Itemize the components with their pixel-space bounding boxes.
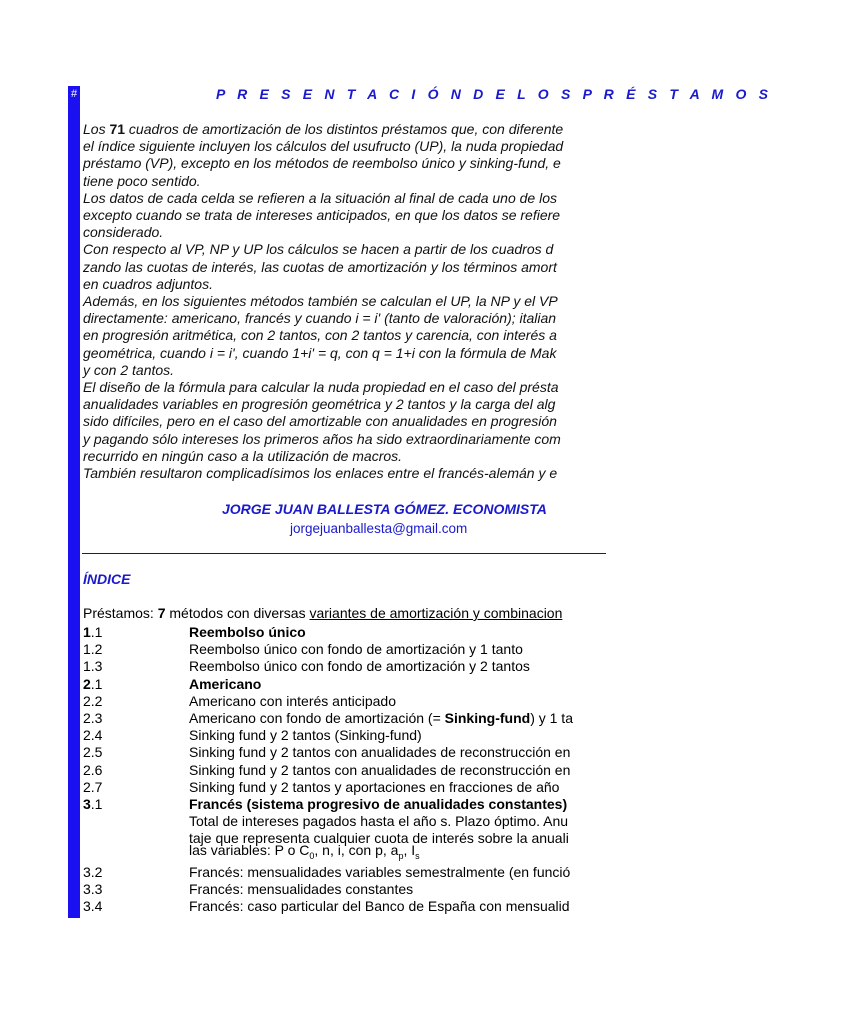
index-number: 3.1	[83, 795, 103, 812]
row-header-bar	[68, 86, 80, 918]
index-row[interactable]	[83, 881, 843, 898]
index-row[interactable]	[83, 898, 843, 915]
index-title: Reembolso único	[189, 624, 306, 640]
index-title: Americano con fondo de amortización (= Sinking-fund) y 1 ta	[189, 709, 573, 726]
paragraph-line: geométrica, cuando i = i', cuando 1+i' = q, con q = 1+i con la fórmula de Mak	[83, 344, 557, 361]
author-email[interactable]: jorgejuanballesta@gmail.com	[290, 521, 468, 536]
paragraph-line: zando las cuotas de interés, las cuotas de amortización y los términos amort	[83, 258, 557, 275]
paragraph-line: El diseño de la fórmula para calcular la nuda propiedad en el caso del présta	[83, 379, 559, 396]
paragraph-line: sido difíciles, pero en el caso del amortizable con anualidades en progresión	[83, 413, 557, 430]
index-number: 2.3	[83, 709, 103, 726]
index-number: 3.2	[83, 864, 103, 881]
row-marker: #	[70, 88, 78, 100]
index-heading: ÍNDICE	[83, 571, 131, 587]
intro-mid: métodos con diversas	[165, 605, 310, 621]
index-number: 2.7	[83, 778, 103, 795]
desc-line: Total de intereses pagados hasta el año s. Plazo óptimo. Anu	[189, 813, 569, 830]
paragraph-line: anualidades variables en progresión geométrica y 2 tantos y la carga del alg	[83, 396, 556, 413]
index-number: 2.5	[83, 744, 103, 761]
paragraph-line: en cuadros adjuntos.	[83, 275, 213, 292]
index-title: Francés: mensualidades variables semestralmente (en funció	[189, 864, 571, 881]
index-title: Sinking fund y 2 tantos con anualidades de reconstrucción en	[189, 761, 571, 778]
paragraph-line: directamente: americano, francés y cuando i = i' (tanto de valoración); italian	[83, 310, 557, 327]
desc-line: las variables: P o $C_0$, n, i, con p, $a_p$, $I_s$	[189, 842, 420, 861]
index-number: 2.6	[83, 761, 103, 778]
index-row[interactable]	[83, 864, 843, 881]
index-number: 2.4	[83, 727, 103, 744]
index-row[interactable]	[83, 658, 843, 675]
paragraph-line: Con respecto al VP, NP y UP los cálculos se hacen a partir de los cuadros d	[83, 241, 554, 258]
index-number: 1.3	[83, 658, 103, 675]
index-title: Francés: caso particular del Banco de España con mensualid	[189, 898, 570, 915]
index-title: Americano	[189, 675, 262, 692]
index-row[interactable]	[83, 641, 843, 658]
index-row[interactable]	[83, 624, 843, 641]
index-title: Francés: mensualidades constantes	[189, 881, 414, 898]
index-intro	[83, 605, 562, 621]
paragraph-line: y pagando sólo intereses los primeros años ha sido extraordinariamente com	[83, 430, 561, 447]
paragraph-line: considerado.	[83, 224, 164, 241]
index-number: 3.4	[83, 898, 103, 915]
paragraph-line: excepto cuando se trata de intereses anticipados, en que los datos se refiere	[83, 207, 561, 224]
french-method-description	[83, 813, 843, 864]
index-title: Sinking fund y 2 tantos con anualidades de reconstrucción en	[189, 744, 571, 761]
paragraph-line: recurrido en ningún caso a la utilización de macros.	[83, 447, 403, 464]
page-title: P R E S E N T A C I Ó N D E L O S P R É S T A M O S	[216, 86, 773, 102]
paragraph-line: el índice siguiente incluyen los cálculos del usufructo (UP), la nuda propiedad	[83, 138, 564, 155]
paragraph-line: Los 71 cuadros de amortización de los distintos préstamos que, con diferente	[83, 121, 564, 137]
index-title: Sinking fund y 2 tantos y aportaciones en fracciones de año	[189, 778, 560, 795]
sheet-content	[82, 0, 773, 1024]
table-count: 71	[109, 121, 126, 137]
index-title: Sinking fund y 2 tantos (Sinking-fund)	[189, 727, 422, 744]
paragraph-line: Los datos de cada celda se refieren a la situación al final de cada uno de los	[83, 189, 557, 206]
index-list	[83, 624, 843, 916]
intro-link[interactable]: variantes de amortización y combinacion	[309, 605, 563, 621]
index-row[interactable]	[83, 710, 843, 727]
index-row[interactable]	[83, 676, 843, 693]
index-row[interactable]	[83, 762, 843, 779]
index-row[interactable]	[83, 727, 843, 744]
paragraph-line: préstamo (VP), excepto en los métodos de reembolso único y sinking-fund, e	[83, 155, 561, 172]
index-row[interactable]	[83, 744, 843, 761]
index-number: 1.2	[83, 641, 103, 658]
index-row[interactable]	[83, 779, 843, 796]
desc-line: taje que representa cualquier cuota de interés sobre la anuali	[189, 830, 569, 847]
index-number: 3.3	[83, 881, 103, 898]
index-number: 2.2	[83, 692, 103, 709]
paragraph-line: También resultaron complicadísimos los enlaces entre el francés-alemán y e	[83, 465, 558, 482]
index-number: 2.1	[83, 675, 103, 692]
paragraph-line: tiene poco sentido.	[83, 172, 201, 189]
author-name: JORGE JUAN BALLESTA GÓMEZ. ECONOMISTA	[222, 501, 547, 517]
paragraph-line: y con 2 tantos.	[83, 361, 175, 378]
intro-prefix: Préstamos:	[83, 605, 158, 621]
index-title: Reembolso único con fondo de amortización y 2 tantos	[189, 658, 530, 675]
index-title: Francés (sistema progresivo de anualidades constantes)	[189, 795, 568, 812]
index-title: Reembolso único con fondo de amortización y 1 tanto	[189, 641, 523, 658]
index-row[interactable]	[83, 693, 843, 710]
paragraph-line: en progresión aritmética, con 2 tantos, con 2 tantos y carencia, con interés a	[83, 327, 557, 344]
index-row[interactable]	[83, 796, 843, 813]
presentation-paragraph	[83, 121, 843, 482]
paragraph-line: Además, en los siguientes métodos también se calculan el UP, la NP y el VP	[83, 293, 558, 310]
index-number: 1.1	[83, 624, 103, 640]
index-title: Americano con interés anticipado	[189, 692, 397, 709]
intro-count: 7	[157, 605, 166, 621]
